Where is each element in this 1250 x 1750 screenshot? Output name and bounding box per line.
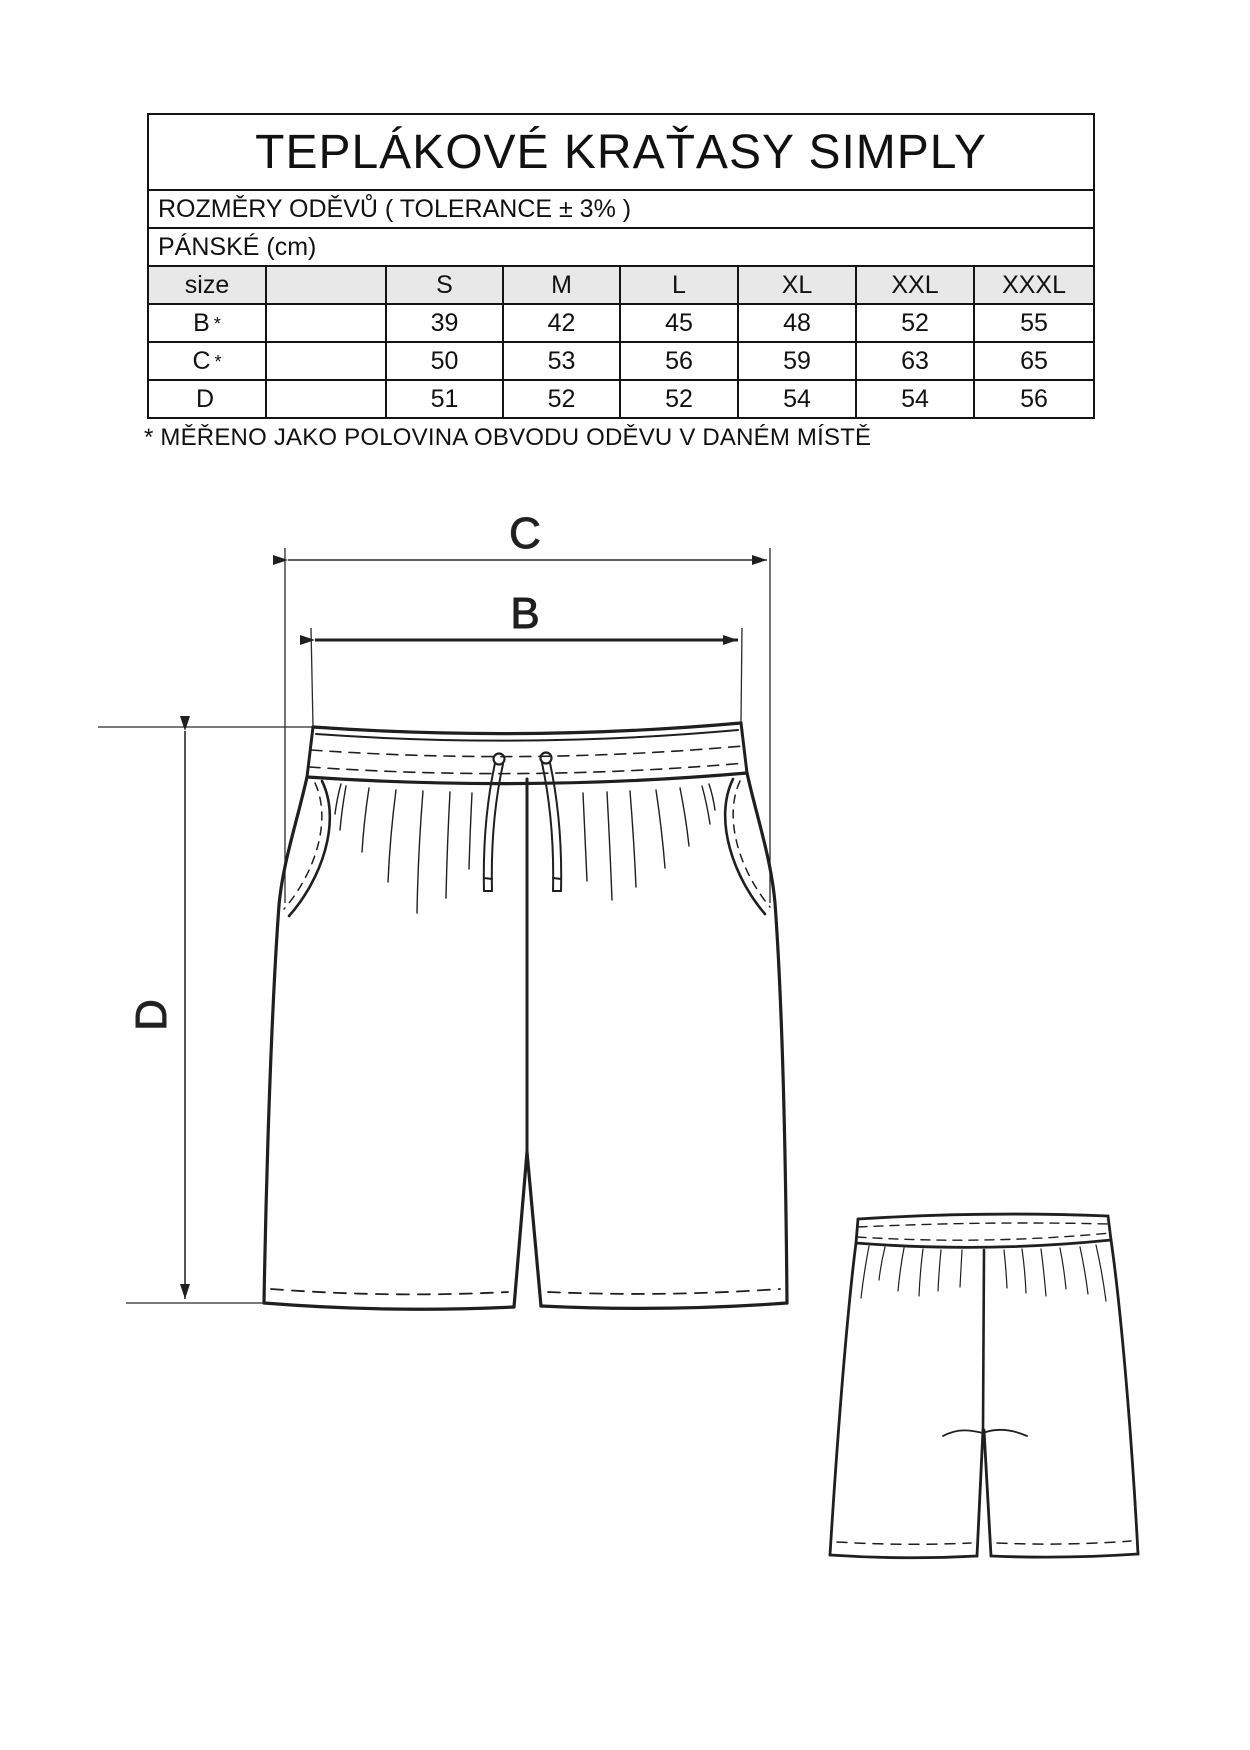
header-xxxl: XXXL [974, 266, 1094, 304]
cell: 39 [386, 304, 503, 342]
header-xxl: XXL [856, 266, 974, 304]
dimension-d-label: D [127, 999, 176, 1031]
shorts-back-view [830, 1214, 1138, 1558]
row-label: D [148, 380, 266, 418]
cell: 56 [620, 342, 738, 380]
dimension-d [98, 727, 313, 1303]
cell: 52 [503, 380, 620, 418]
header-xl: XL [738, 266, 856, 304]
cell: 59 [738, 342, 856, 380]
cell: 65 [974, 342, 1094, 380]
pocket-right [725, 779, 770, 914]
page-title: TEPLÁKOVÉ KRAŤASY SIMPLY [148, 114, 1094, 190]
dimension-c-label: C [509, 509, 541, 558]
header-size: size [148, 266, 266, 304]
cell: 51 [386, 380, 503, 418]
header-s: S [386, 266, 503, 304]
header-l: L [620, 266, 738, 304]
row-label: B * [148, 304, 266, 342]
cell: 50 [386, 342, 503, 380]
shorts-front-view [264, 723, 787, 1309]
cell: 45 [620, 304, 738, 342]
header-m: M [503, 266, 620, 304]
cell: 53 [503, 342, 620, 380]
eyelet-right [541, 753, 552, 764]
cell: 48 [738, 304, 856, 342]
cell: 54 [738, 380, 856, 418]
dimension-b-label: B [510, 589, 540, 638]
front-gathers [335, 784, 715, 913]
cell: 52 [620, 380, 738, 418]
cell: 54 [856, 380, 974, 418]
cell: 63 [856, 342, 974, 380]
section-label: PÁNSKÉ (cm) [148, 228, 1094, 266]
pocket-left [284, 781, 330, 916]
measurement-note: * MĚŘENO JAKO POLOVINA OBVODU ODĚVU V DANÉM MÍSTĚ [144, 424, 872, 451]
row-label: C * [148, 342, 266, 380]
cell: 42 [503, 304, 620, 342]
cell: 55 [974, 304, 1094, 342]
cell: 52 [856, 304, 974, 342]
tolerance-note: ROZMĚRY ODĚVŮ ( TOLERANCE ± 3% ) [148, 190, 1094, 228]
dimension-b [311, 589, 742, 726]
cell: 56 [974, 380, 1094, 418]
